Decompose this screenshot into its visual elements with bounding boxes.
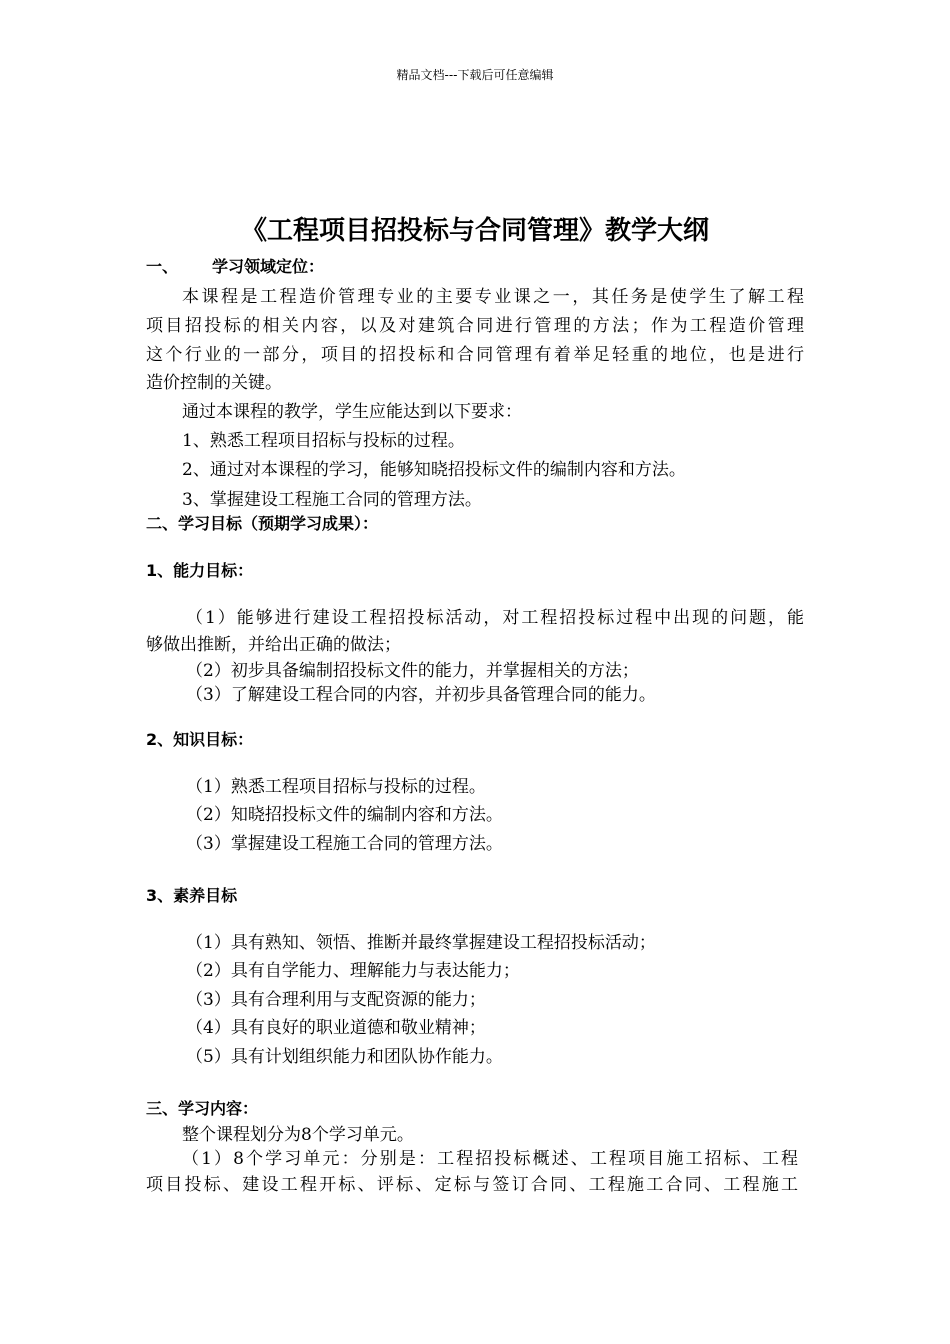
section1-item-1: 1、熟悉工程项目招标与投标的过程。 [182, 431, 465, 451]
section1-para1-line3: 这个行业的一部分，项目的招投标和合同管理有着举足轻重的地位，也是进行 [146, 345, 804, 365]
document-title: 《工程项目招投标与合同管理》教学大纲 [240, 216, 709, 246]
quality-item-5: （5）具有计划组织能力和团队协作能力。 [186, 1047, 503, 1067]
section1-para2: 通过本课程的教学，学生应能达到以下要求： [182, 402, 522, 422]
ability-item-1-line1: （1）能够进行建设工程招投标活动，对工程招投标过程中出现的问题，能 [186, 608, 804, 628]
section1-para1-line2: 项目招投标的相关内容，以及对建筑合同进行管理的方法；作为工程造价管理 [146, 316, 804, 336]
section1-number: 一、 [146, 257, 179, 276]
quality-item-2: （2）具有自学能力、理解能力与表达能力； [186, 961, 520, 981]
section1-item-2: 2、通过对本课程的学习，能够知晓招投标文件的编制内容和方法。 [182, 460, 686, 480]
quality-item-4: （4）具有良好的职业道德和敬业精神； [186, 1018, 486, 1038]
section1-para1-line1: 本课程是工程造价管理专业的主要专业课之一，其任务是使学生了解工程 [182, 287, 804, 307]
quality-item-3: （3）具有合理利用与支配资源的能力； [186, 990, 486, 1010]
ability-item-3: （3）了解建设工程合同的内容，并初步具备管理合同的能力。 [186, 685, 656, 705]
section3-heading: 三、学习内容： [146, 1099, 259, 1118]
knowledge-item-1: （1）熟悉工程项目招标与投标的过程。 [186, 777, 486, 797]
section3-para2-line1: （1）8个学习单元：分别是：工程招投标概述、工程项目施工招标、工程 [182, 1149, 798, 1169]
ability-heading: 1、能力目标： [146, 561, 254, 580]
section1-heading: 学习领域定位： [212, 257, 325, 276]
knowledge-heading: 2、知识目标： [146, 730, 254, 749]
ability-item-1-line2: 够做出推断，并给出正确的做法； [146, 635, 401, 655]
section1-para1-line4: 造价控制的关键。 [146, 373, 282, 393]
section3-para2-line2: 项目投标、建设工程开标、评标、定标与签订合同、工程施工合同、工程施工 [146, 1175, 798, 1195]
quality-heading: 3、素养目标 [146, 886, 238, 905]
knowledge-item-3: （3）掌握建设工程施工合同的管理方法。 [186, 834, 503, 854]
page-header: 精品文档---下载后可任意编辑 [396, 68, 554, 82]
section3-para1: 整个课程划分为8个学习单元。 [182, 1125, 414, 1145]
section1-item-3: 3、掌握建设工程施工合同的管理方法。 [182, 490, 482, 510]
ability-item-2: （2）初步具备编制招投标文件的能力，并掌握相关的方法； [186, 661, 639, 681]
section2-heading: 二、学习目标（预期学习成果）： [146, 514, 379, 533]
knowledge-item-2: （2）知晓招投标文件的编制内容和方法。 [186, 805, 503, 825]
quality-item-1: （1）具有熟知、领悟、推断并最终掌握建设工程招投标活动； [186, 933, 656, 953]
